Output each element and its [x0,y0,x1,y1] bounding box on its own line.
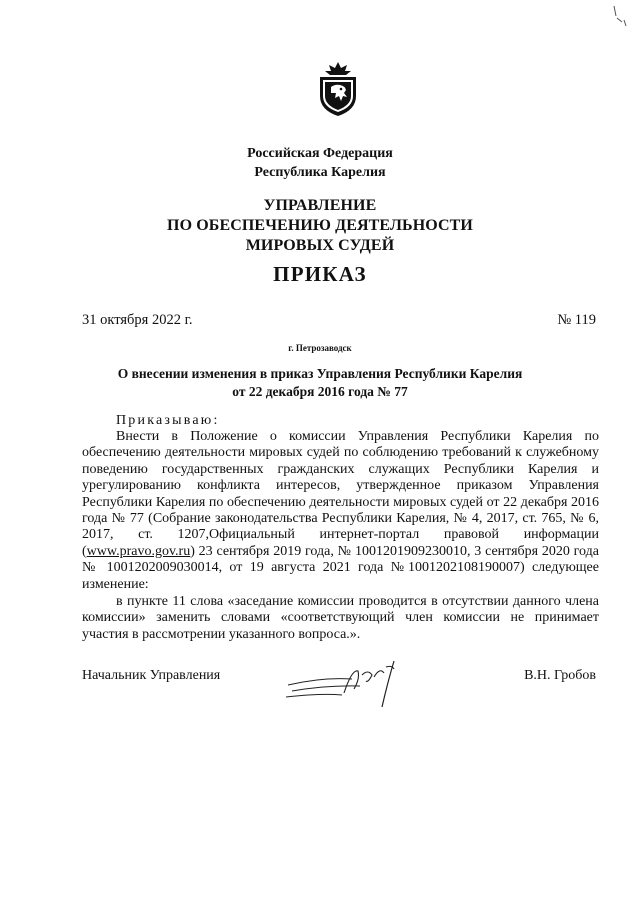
header-block [0,144,640,182]
country-name: Российская Федерация [247,146,393,161]
signatory-name: В.Н. Гробов [524,668,596,683]
order-date: 31 октября 2022 г. [82,312,193,328]
coat-of-arms-icon [314,60,362,118]
signatory-position: Начальник Управления [82,668,221,683]
department-line-3: МИРОВЫХ СУДЕЙ [245,237,395,254]
city-name: г. Петрозаводск [288,343,352,353]
order-number: № 119 [557,312,596,328]
document-type-title: ПРИКАЗ [273,262,367,286]
subject-line-1: О внесении изменения в приказ Управления Республики Карелия [117,366,523,381]
department-line-1: УПРАВЛЕНИЕ [263,197,377,214]
department-name [0,196,640,256]
subject-line-2: от 22 декабря 2016 года № 77 [232,384,408,399]
order-subject [0,365,640,401]
paragraph-amendment-text-a: Внести в Положение о комиссии Управления Республики Карелия по обеспечению деятельности мировых судей по соблюдению требований к служебному поведению государственных гражданских служащих Республики Карелия и урегулированию конфликта интересов, утвержденное приказом Управления Республики Карелия по обеспечению деятельности мировых судей от 22 декабря 2016 года № 77 (Собрание законодательства Республики Карелия, № 4, 2017, ст. 765, № 6, 2017, ст. 1207,Официальный интернет-портал правовой информации ( [82,429,599,559]
scan-mark-icon [608,4,632,30]
department-line-2: ПО ОБЕСПЕЧЕНИЮ ДЕЯТЕЛЬНОСТИ [167,217,473,234]
paragraph-amendment-text-b: ) 23 сентября 2019 года, № 1001201909230010, 3 сентября 2020 года № 1001202009030014, от 19 августа 2021 года №1001202108190007) следующее изменение: [82,543,599,592]
signature-icon [282,655,412,711]
republic-name: Республика Карелия [254,165,386,180]
paragraph-amendment [82,429,599,593]
paragraph-change: в пункте 11 слова «заседание комиссии проводится в отсутствии данного члена комиссии» заменить словами «соответствующий член комиссии не принимает участия в рассмотрении указанного вопроса.». [82,594,599,642]
order-intro: Приказываю: [116,413,220,428]
pravo-portal-link[interactable]: www.pravo.gov.ru [86,543,191,559]
